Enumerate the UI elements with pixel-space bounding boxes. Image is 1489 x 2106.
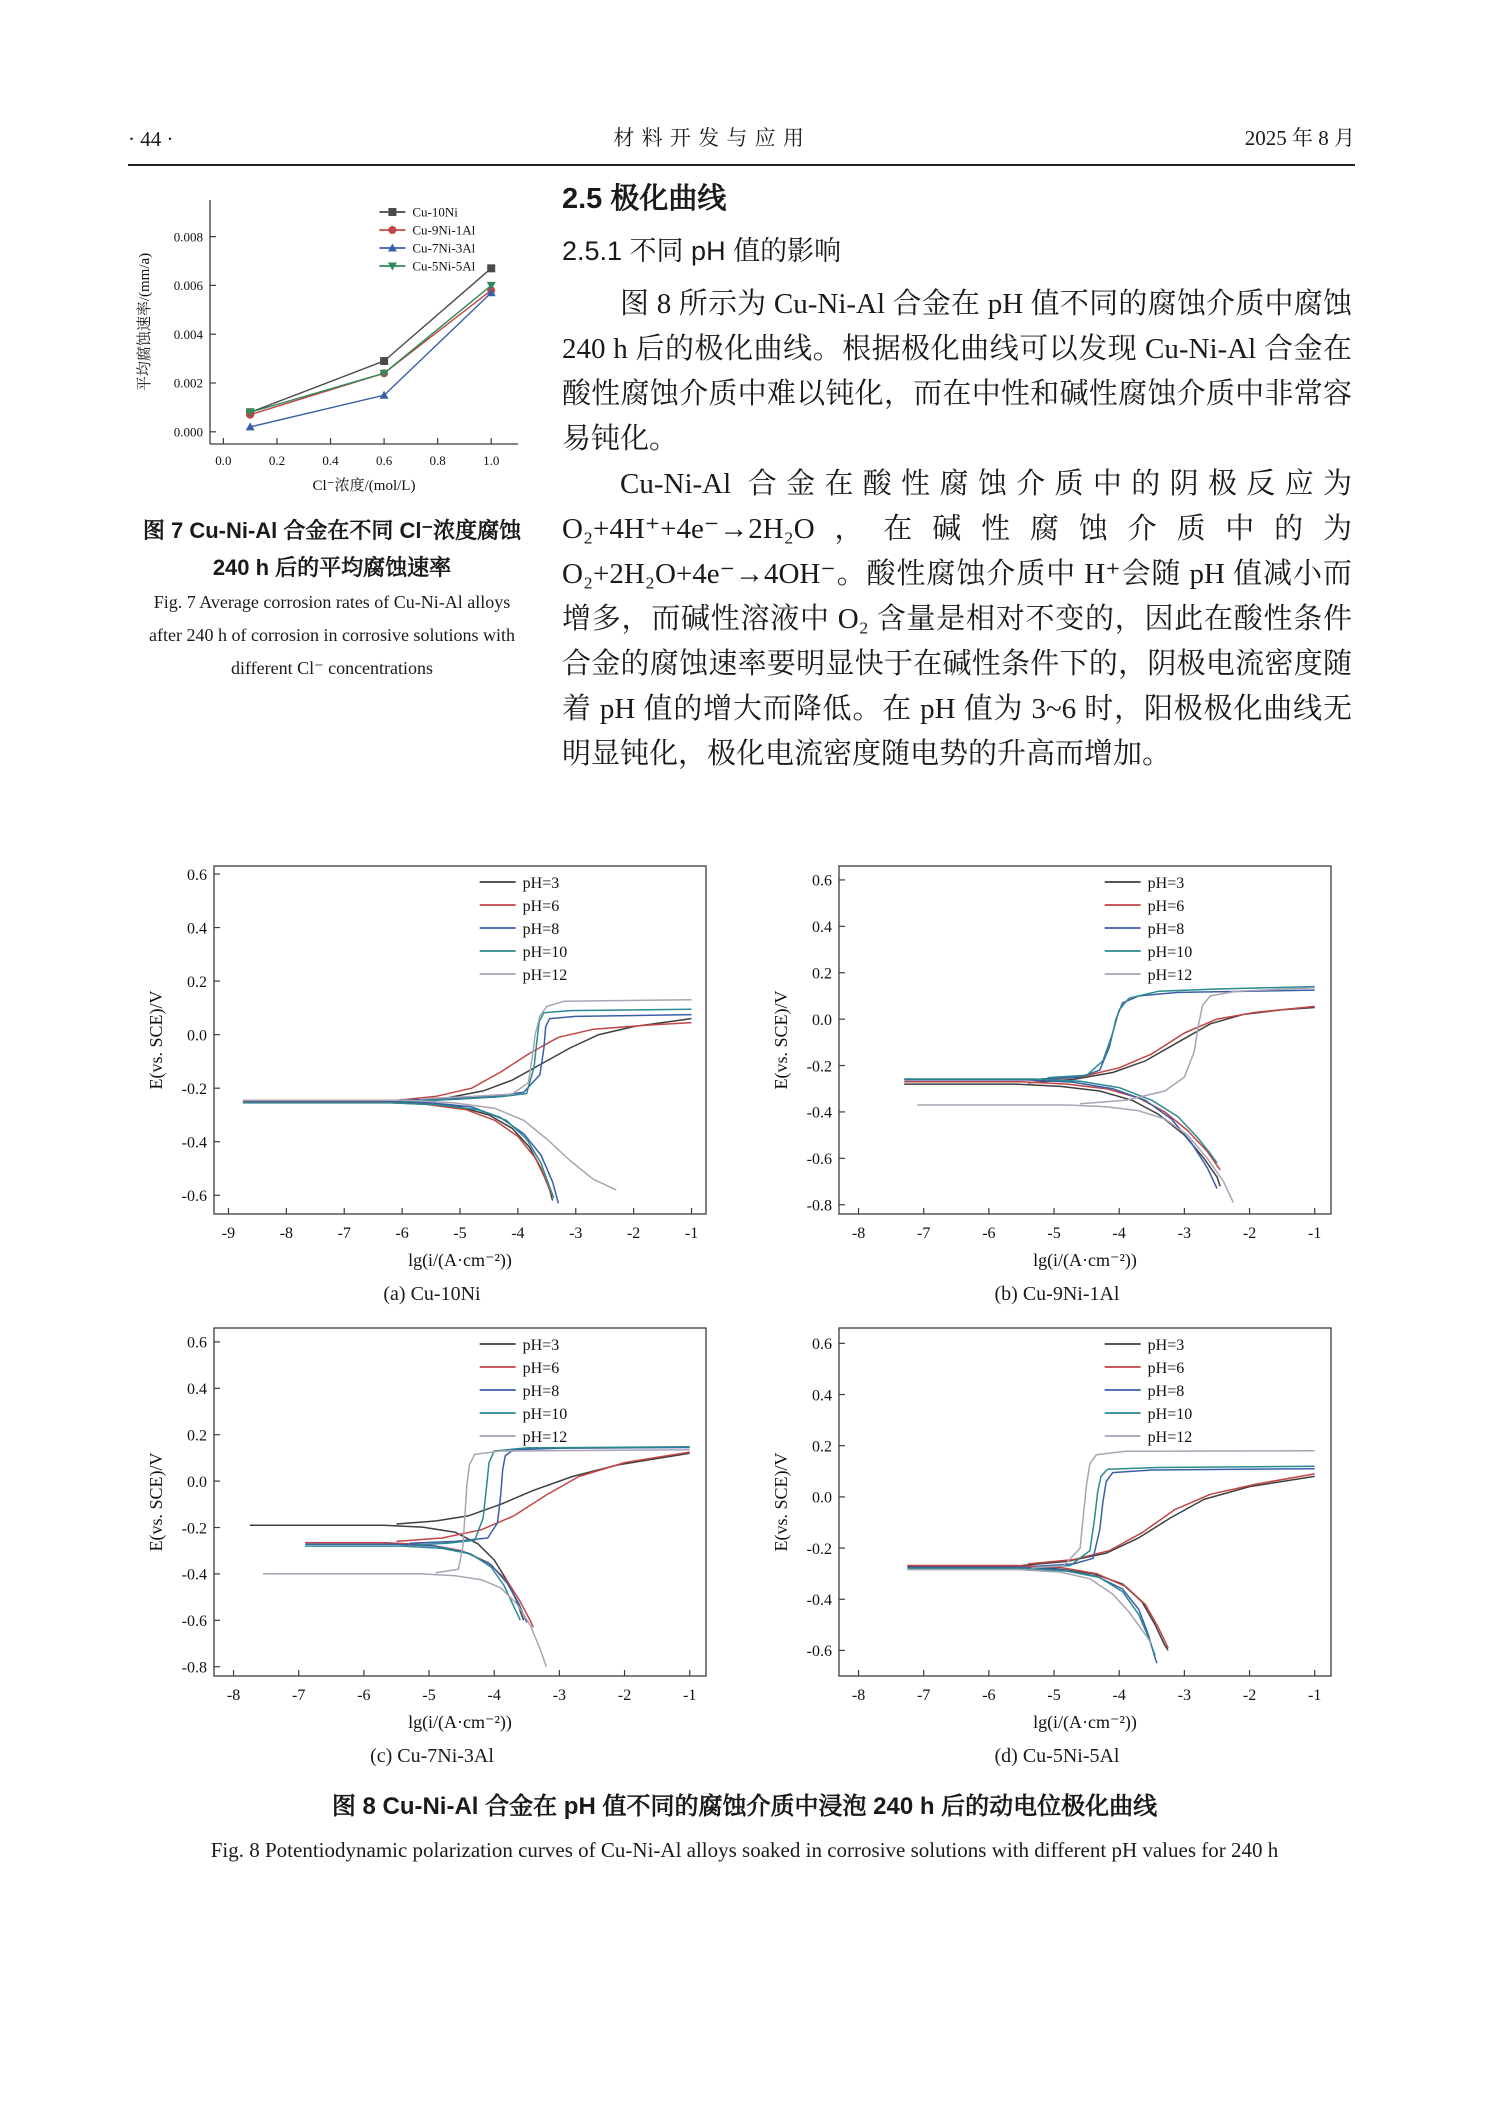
- y-tick-label: 0.002: [173, 375, 203, 391]
- legend-label-pH=12: pH=12: [522, 1428, 568, 1446]
- legend-label-pH=3: pH=3: [1147, 1336, 1185, 1354]
- series-line-Cu-10Ni: [250, 268, 491, 412]
- y-tick-label: 0.2: [187, 973, 207, 991]
- y-tick-label: 0.4: [187, 920, 207, 938]
- y-tick-label: 0.004: [173, 326, 203, 342]
- series-line-Cu-7Ni-3Al: [250, 293, 491, 427]
- x-tick-label: -3: [569, 1225, 583, 1242]
- x-tick-label: -1: [684, 1225, 699, 1242]
- fig8-panel-d: [767, 1318, 1347, 1768]
- y-tick-label: 0.006: [173, 278, 203, 294]
- series-line-pH=3: [397, 1453, 690, 1524]
- y-tick-label: 0.6: [812, 872, 832, 890]
- fig7-caption-zh-line1: 图 7 Cu-Ni-Al 合金在不同 Cl⁻浓度腐蚀: [142, 518, 522, 543]
- x-tick-label: -8: [279, 1225, 294, 1242]
- section-heading-2-5-1: 2.5.1 不同 pH 值的影响: [562, 236, 842, 266]
- y-axis-label: E(vs. SCE)/V: [771, 1452, 791, 1552]
- x-tick-label: -7: [917, 1225, 931, 1242]
- legend-label-pH=10: pH=10: [522, 943, 568, 961]
- y-tick-label: 0.0: [812, 1011, 832, 1029]
- y-tick-label: -0.2: [806, 1058, 832, 1076]
- series-line-pH=3: [1028, 1008, 1315, 1083]
- series-line-Cu-5Ni-5Al: [250, 285, 491, 412]
- x-tick-label: -7: [917, 1687, 931, 1704]
- y-axis-label: E(vs. SCE)/V: [146, 990, 166, 1090]
- y-tick-label: -0.2: [181, 1520, 207, 1538]
- x-tick-label: -3: [1177, 1225, 1192, 1242]
- series-line-pH=12: [243, 1100, 616, 1190]
- x-tick-label: 0.4: [322, 453, 339, 468]
- series-line-pH=10: [904, 1079, 1217, 1163]
- plot-frame: [214, 866, 706, 1214]
- series-line-pH=10: [243, 1103, 554, 1198]
- legend-label-pH=10: pH=10: [522, 1405, 568, 1423]
- x-axis-label: lg(i/(A·cm⁻²)): [408, 1712, 512, 1732]
- y-tick-label: -0.6: [806, 1151, 832, 1169]
- fig7-chart: [132, 190, 532, 500]
- legend-label-pH=6: pH=6: [1147, 1359, 1185, 1377]
- y-tick-label: 0.4: [812, 1387, 832, 1405]
- legend-label-Cu-7Ni-3Al: Cu-7Ni-3Al: [412, 240, 476, 256]
- paragraph-1: 图 8 所示为 Cu-Ni-Al 合金在 pH 值不同的腐蚀介质中腐蚀 240 h 后的极化曲线。根据极化曲线可以发现 Cu-Ni-Al 合金在酸性腐蚀介质中难以钝化，而在中性和碱性腐蚀介质中非常容易钝化。: [562, 288, 1352, 455]
- legend-label-pH=3: pH=3: [522, 1336, 560, 1354]
- x-tick-label: -5: [453, 1225, 467, 1242]
- x-tick-label: -7: [337, 1225, 351, 1242]
- plot-frame: [839, 866, 1331, 1214]
- legend-label-pH=10: pH=10: [1147, 943, 1193, 961]
- fig8-caption-zh: 图 8 Cu-Ni-Al 合金在 pH 值不同的腐蚀介质中浸泡 240 h 后的动电位极化曲线: [331, 1793, 1158, 1820]
- fig8-chart-a: [142, 856, 722, 1276]
- fig8-caption-en: Fig. 8 Potentiodynamic polarization curves of Cu-Ni-Al alloys soaked in corrosive solutions with different pH values for 240 h: [210, 1838, 1279, 1862]
- fig8-panel-b: [767, 856, 1347, 1306]
- journal-title: 材 料 开 发 与 应 用: [613, 126, 805, 150]
- legend-label-pH=6: pH=6: [522, 1359, 560, 1377]
- x-tick-label: 0.0: [215, 453, 232, 468]
- page-number: · 44 ·: [128, 127, 174, 151]
- section-heading-2-5: 2.5 极化曲线: [562, 183, 727, 215]
- y-tick-label: -0.6: [181, 1613, 207, 1631]
- x-tick-label: -8: [851, 1225, 866, 1242]
- y-tick-label: -0.2: [181, 1080, 207, 1098]
- x-tick-label: -4: [487, 1687, 501, 1704]
- x-tick-label: 1.0: [483, 453, 500, 468]
- y-tick-label: -0.6: [181, 1188, 207, 1206]
- plot-frame: [214, 1328, 706, 1676]
- x-tick-label: -2: [626, 1225, 641, 1242]
- legend-label-pH=3: pH=3: [522, 874, 560, 892]
- x-tick-label: 0.2: [268, 453, 286, 468]
- fig7-caption-en-line3: different Cl⁻ concentrations: [230, 658, 434, 678]
- y-tick-label: -0.8: [806, 1197, 832, 1215]
- x-tick-label: -8: [851, 1687, 866, 1704]
- series-line-pH=3: [250, 1525, 524, 1620]
- x-axis-label: lg(i/(A·cm⁻²)): [408, 1250, 512, 1270]
- marker-Cu-10Ni: [487, 264, 495, 272]
- x-tick-label: -1: [1308, 1225, 1322, 1242]
- series-line-Cu-9Ni-1Al: [250, 290, 491, 414]
- fig8-panel-a: [142, 856, 722, 1306]
- y-tick-label: 0.6: [812, 1336, 832, 1354]
- x-tick-label: -1: [1308, 1687, 1322, 1704]
- fig8-subcaption-c: (c) Cu-7Ni-3Al: [370, 1745, 494, 1767]
- fig8-subcaption-d: (d) Cu-5Ni-5Al: [994, 1745, 1120, 1767]
- fig8-subcaption-a: (a) Cu-10Ni: [383, 1283, 481, 1305]
- series-line-pH=6: [1028, 1474, 1315, 1564]
- y-tick-label: -0.4: [806, 1104, 832, 1122]
- x-axis-label: lg(i/(A·cm⁻²)): [1033, 1712, 1137, 1732]
- series-line-pH=8: [1041, 990, 1315, 1079]
- y-tick-label: 0.2: [187, 1427, 207, 1445]
- fig7-caption-en-line1: Fig. 7 Average corrosion rates of Cu-Ni-Al alloys: [153, 592, 511, 612]
- series-line-pH=12: [917, 1105, 1233, 1202]
- legend-label-Cu-9Ni-1Al: Cu-9Ni-1Al: [412, 222, 476, 238]
- page-header: [128, 122, 1355, 166]
- x-tick-label: -3: [1177, 1687, 1192, 1704]
- series-line-pH=6: [397, 1452, 690, 1541]
- fig8-chart-d: [767, 1318, 1347, 1738]
- series-line-pH=8: [907, 1568, 1157, 1664]
- y-tick-label: -0.4: [181, 1134, 207, 1152]
- series-line-pH=3: [907, 1567, 1168, 1651]
- x-tick-label: -4: [1112, 1225, 1126, 1242]
- legend-label-pH=12: pH=12: [1147, 1428, 1193, 1446]
- fig7-caption-en-line2: after 240 h of corrosion in corrosive solutions with: [149, 625, 515, 645]
- y-tick-label: 0.6: [187, 1334, 207, 1352]
- x-tick-label: -3: [552, 1687, 567, 1704]
- x-tick-label: -4: [511, 1225, 525, 1242]
- fig7-caption-zh-line2: 240 h 后的平均腐蚀速率: [212, 555, 452, 580]
- series-line-pH=8: [396, 1015, 691, 1101]
- x-tick-label: -6: [982, 1687, 996, 1704]
- x-tick-label: -5: [1047, 1687, 1061, 1704]
- fig8-chart-b: [767, 856, 1347, 1276]
- x-tick-label: -6: [357, 1687, 371, 1704]
- x-tick-label: -6: [395, 1225, 409, 1242]
- y-tick-label: 0.2: [812, 1438, 832, 1456]
- x-tick-label: 0.6: [375, 453, 393, 468]
- figure8-grid: [142, 856, 1347, 1768]
- y-tick-label: -0.6: [806, 1643, 832, 1661]
- y-tick-label: -0.2: [806, 1540, 832, 1558]
- paragraph-2: Cu-Ni-Al 合金在酸性腐蚀介质中的阴极反应为 O₂+4H⁺+4e⁻→2H₂O，在碱性腐蚀介质中的为 O₂+2H₂O+4e⁻→4OH⁻。酸性腐蚀介质中 H⁺会随 pH 值减小而增多，而碱性溶液中 O₂ 含量是相对不变的，因此在酸性条件合金的腐蚀速率要明显快于在碱性条件下的，阴极电流密度随着 pH 值的增大而降低。在 pH 值为 3~6 时，阳极极化曲线无明显钝化，极化电流密度随电势的升高而增加。: [562, 468, 1352, 770]
- x-tick-label: -9: [221, 1225, 236, 1242]
- series-line-pH=6: [243, 1102, 552, 1195]
- fig8-panel-c: [142, 1318, 722, 1768]
- y-axis-label: E(vs. SCE)/V: [771, 990, 791, 1090]
- series-line-pH=6: [391, 1023, 692, 1101]
- fig8-chart-c: [142, 1318, 722, 1738]
- legend-label-pH=12: pH=12: [1147, 966, 1193, 984]
- y-tick-label: 0.2: [812, 965, 832, 983]
- series-line-pH=8: [305, 1544, 527, 1622]
- series-line-pH=3: [904, 1084, 1220, 1186]
- series-line-pH=6: [907, 1566, 1168, 1648]
- legend-marker-Cu-9Ni-1Al: [388, 226, 396, 234]
- legend-label-pH=10: pH=10: [1147, 1405, 1193, 1423]
- legend-label-Cu-5Ni-5Al: Cu-5Ni-5Al: [412, 258, 476, 274]
- legend-label-pH=6: pH=6: [522, 897, 560, 915]
- series-line-pH=3: [402, 1019, 691, 1102]
- x-tick-label: -4: [1112, 1687, 1126, 1704]
- series-line-pH=3: [1022, 1476, 1315, 1565]
- y-tick-label: -0.4: [806, 1591, 832, 1609]
- x-axis-label: Cl⁻浓度/(mol/L): [312, 478, 416, 494]
- legend-label-pH=3: pH=3: [1147, 874, 1185, 892]
- series-line-pH=10: [1048, 987, 1315, 1078]
- series-line-pH=8: [410, 1448, 690, 1544]
- series-line-pH=8: [243, 1101, 559, 1203]
- y-tick-label: -0.4: [181, 1566, 207, 1584]
- x-tick-label: -7: [292, 1687, 306, 1704]
- fig7-captions: [126, 512, 538, 685]
- series-line-pH=3: [243, 1102, 553, 1201]
- x-tick-label: -2: [617, 1687, 632, 1704]
- y-tick-label: 0.0: [812, 1489, 832, 1507]
- x-tick-label: -6: [982, 1225, 996, 1242]
- x-tick-label: -2: [1242, 1687, 1257, 1704]
- legend-label-Cu-10Ni: Cu-10Ni: [412, 204, 458, 220]
- x-tick-label: -8: [226, 1687, 241, 1704]
- legend-marker-Cu-10Ni: [388, 208, 396, 216]
- series-line-pH=6: [305, 1543, 533, 1628]
- text-column: [562, 176, 1352, 777]
- series-line-pH=12: [436, 1450, 690, 1573]
- y-tick-label: 0.0: [187, 1027, 207, 1045]
- y-tick-label: 0.0: [187, 1473, 207, 1491]
- x-tick-label: -2: [1242, 1225, 1257, 1242]
- y-tick-label: 0.6: [187, 866, 207, 884]
- y-axis-label: 平均腐蚀速率/(mm/a): [137, 252, 153, 392]
- series-line-pH=8: [904, 1080, 1217, 1189]
- x-tick-label: -5: [1047, 1225, 1061, 1242]
- legend-label-pH=8: pH=8: [522, 920, 560, 938]
- y-tick-label: 0.4: [187, 1381, 207, 1399]
- y-axis-label: E(vs. SCE)/V: [146, 1452, 166, 1552]
- y-tick-label: 0.008: [173, 229, 203, 245]
- legend-label-pH=8: pH=8: [1147, 1382, 1185, 1400]
- series-line-pH=10: [416, 1447, 690, 1545]
- issue-date: 2025 年 8 月: [1244, 126, 1355, 150]
- legend-label-pH=12: pH=12: [522, 966, 568, 984]
- legend-label-pH=6: pH=6: [1147, 897, 1185, 915]
- marker-Cu-10Ni: [380, 357, 388, 365]
- y-tick-label: 0.4: [812, 919, 832, 937]
- x-tick-label: -1: [683, 1687, 697, 1704]
- series-line-pH=12: [263, 1574, 546, 1667]
- y-tick-label: 0.000: [173, 424, 203, 440]
- x-tick-label: 0.8: [429, 453, 446, 468]
- x-tick-label: -5: [422, 1687, 436, 1704]
- x-axis-label: lg(i/(A·cm⁻²)): [1033, 1250, 1137, 1270]
- figure7: [126, 190, 538, 685]
- legend-label-pH=8: pH=8: [522, 1382, 560, 1400]
- y-tick-label: -0.8: [181, 1659, 207, 1677]
- fig8-subcaption-b: (b) Cu-9Ni-1Al: [994, 1283, 1120, 1305]
- legend-label-pH=8: pH=8: [1147, 920, 1185, 938]
